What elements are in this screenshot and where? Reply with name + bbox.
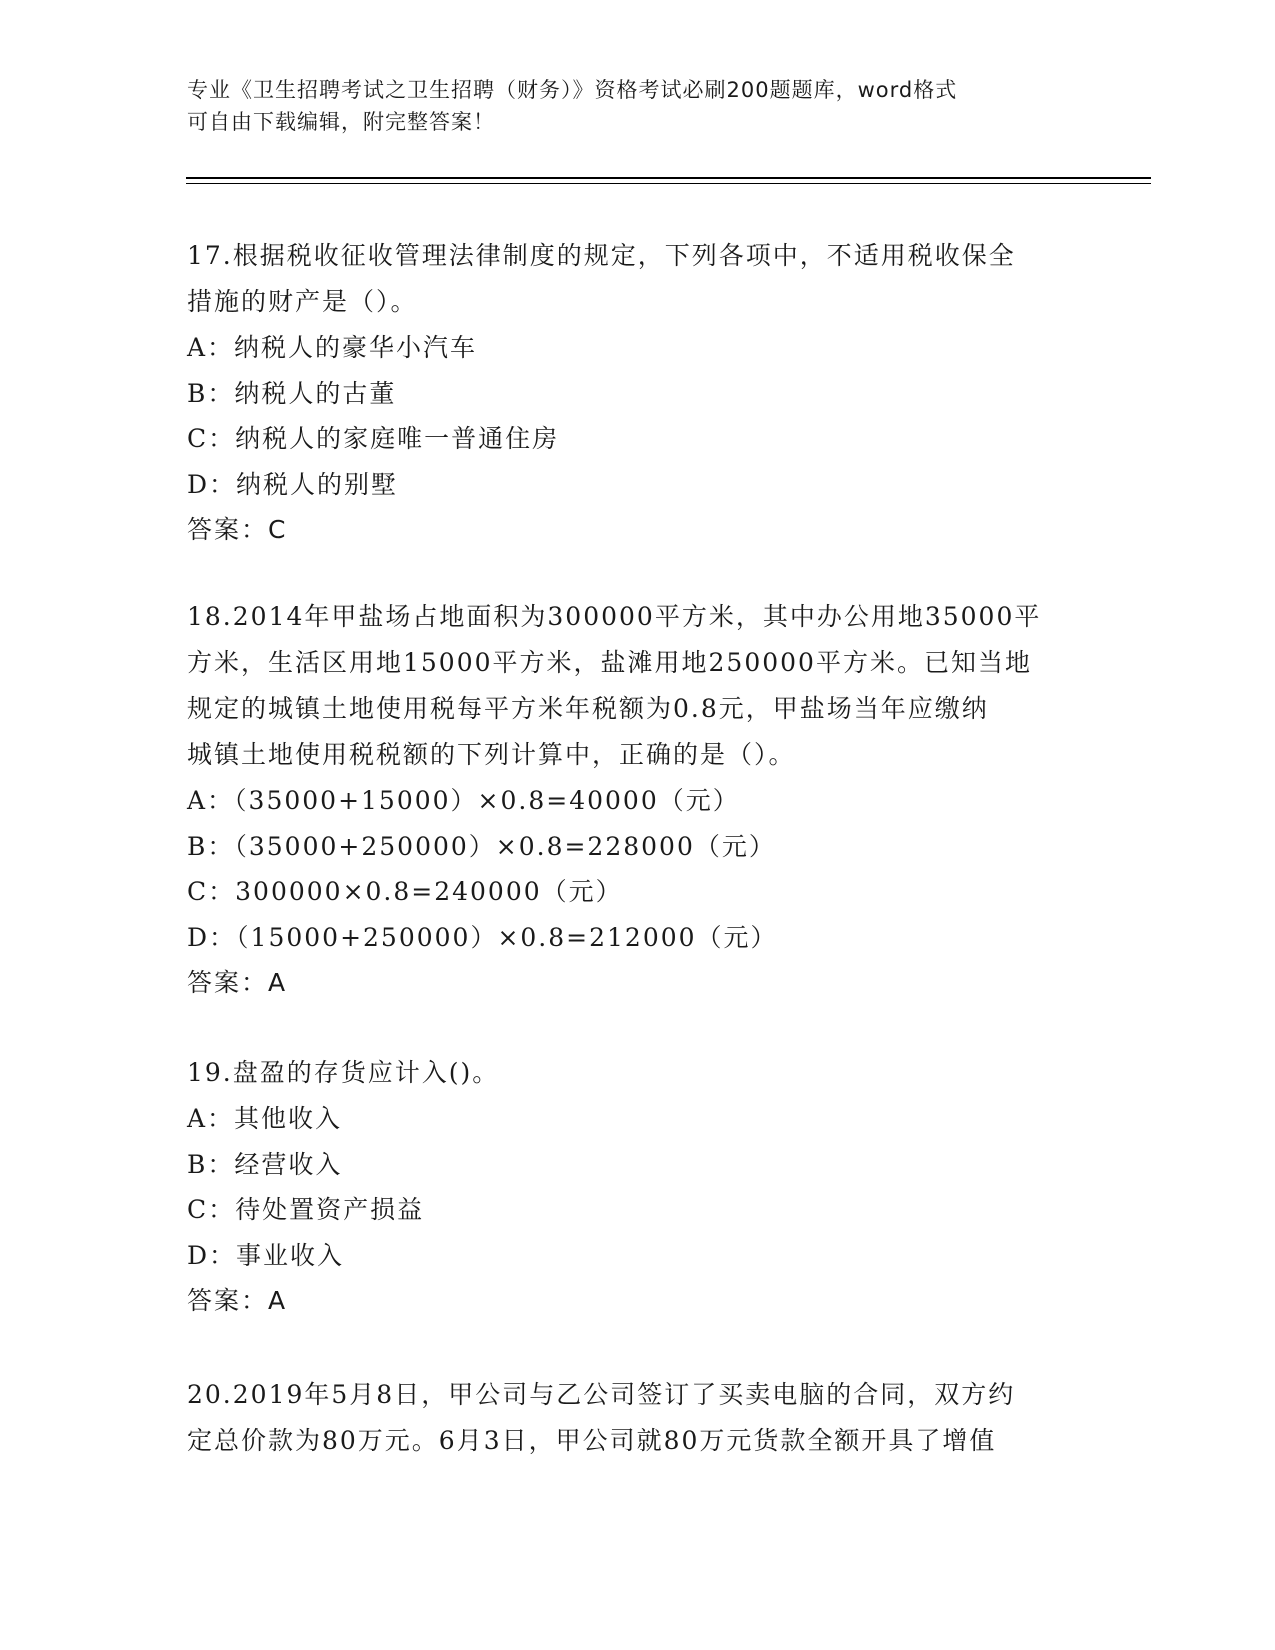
option-c: C：待处置资产损益 [187,1195,425,1224]
question-stem-line: 20.2019年5月8日，甲公司与乙公司签订了买卖电脑的合同，双方约 [187,1380,1016,1409]
question-stem-line: 城镇土地使用税税额的下列计算中，正确的是（）。 [187,740,796,769]
option-a: A：纳税人的豪华小汽车 [187,333,478,362]
question-stem-line: 19.盘盈的存货应计入()。 [187,1058,500,1087]
question-17 [187,233,1087,552]
answer: 答案：A [187,968,288,997]
question-stem-line: 方米，生活区用地15000平方米，盐滩用地250000平方米。已知当地 [187,648,1032,677]
header-divider-thick [186,177,1151,179]
option-d: D：事业收入 [187,1240,345,1270]
question-19 [187,1050,1087,1323]
option-b: B：（35000+250000）×0.8=228000（元） [187,831,776,861]
question-stem-line: 措施的财产是（）。 [187,287,418,316]
answer: 答案：C [187,515,288,544]
option-c: C：300000×0.8=240000（元） [187,877,623,906]
header-divider-thin [186,183,1151,184]
option-c: C：纳税人的家庭唯一普通住房 [187,424,560,453]
option-d: D：（15000+250000）×0.8=212000（元） [187,922,778,952]
question-stem-line: 17.根据税收征收管理法律制度的规定，下列各项中，不适用税收保全 [187,241,1016,270]
question-stem-line: 定总价款为80万元。6月3日，甲公司就80万元货款全额开具了增值 [187,1426,997,1455]
option-a: A：（35000+15000）×0.8=40000（元） [187,786,740,815]
option-b: B：纳税人的古董 [187,378,397,408]
answer: 答案：A [187,1286,288,1315]
option-a: A：其他收入 [187,1104,343,1133]
question-stem-line: 18.2014年甲盐场占地面积为300000平方米，其中办公用地35000平 [187,602,1042,631]
header-line-2: 可自由下载编辑，附完整答案！ [187,110,495,134]
question-stem-line: 规定的城镇土地使用税每平方米年税额为0.8元，甲盐场当年应缴纳 [187,694,989,723]
question-18 [187,594,1087,1005]
option-b: B：经营收入 [187,1149,343,1179]
document-header [187,74,1087,138]
header-line-1: 专业《卫生招聘考试之卫生招聘（财务）》资格考试必刷200题题库，word格式 [187,78,958,102]
option-d: D：纳税人的别墅 [187,469,399,499]
question-20 [187,1372,1087,1464]
